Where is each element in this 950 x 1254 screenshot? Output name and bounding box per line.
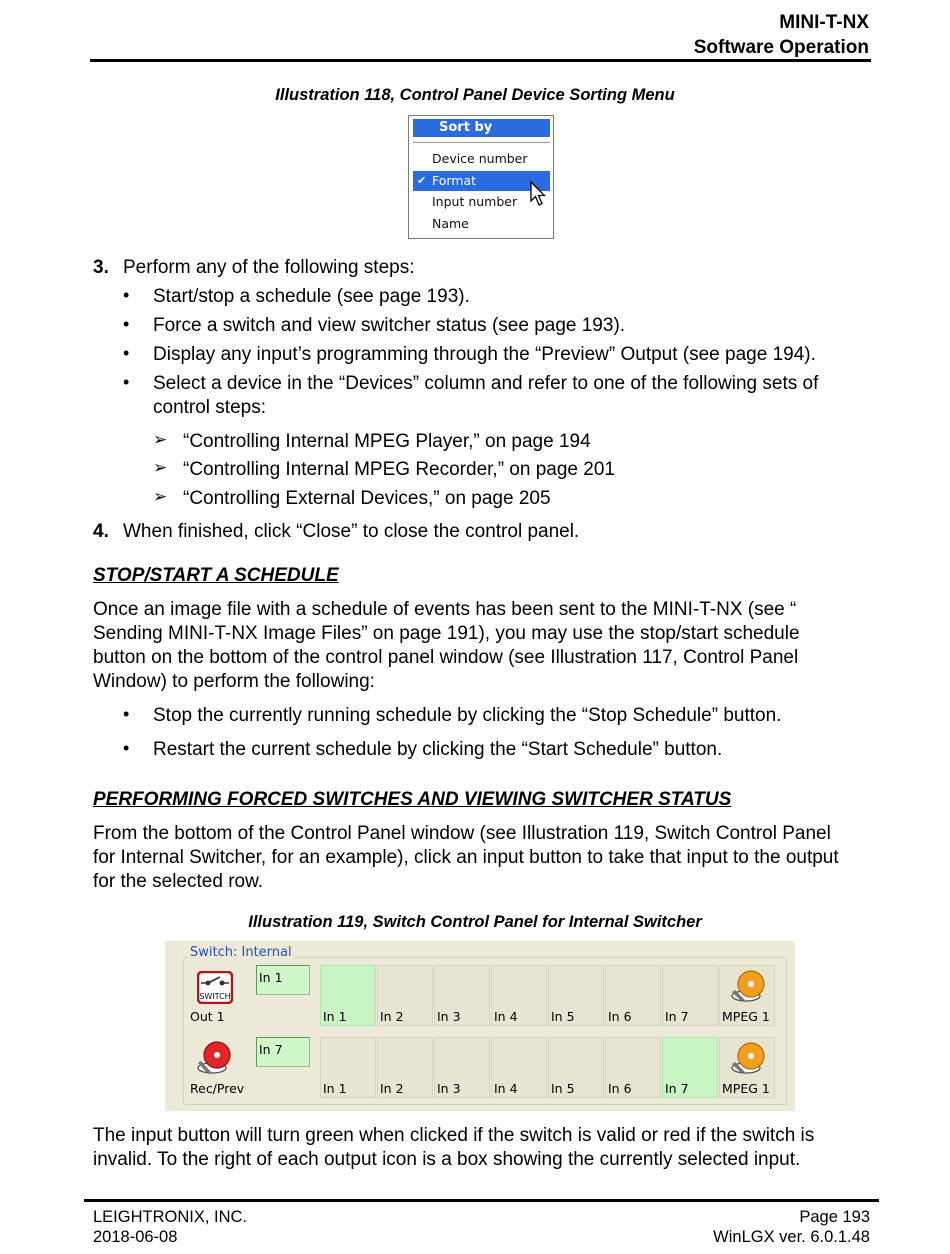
paragraph-line: for the selected row. bbox=[93, 871, 264, 892]
step-3-bullet: Start/stop a schedule (see page 193). bbox=[153, 286, 470, 307]
input-button-in3[interactable]: In 3 bbox=[434, 965, 490, 1026]
input-button-in2[interactable]: In 2 bbox=[377, 1037, 433, 1098]
input-button-in6[interactable]: In 6 bbox=[605, 965, 661, 1026]
step-4-text: When finished, click “Close” to close the control panel. bbox=[123, 521, 580, 542]
footer-date: 2018-06-08 bbox=[93, 1228, 178, 1246]
switch-icon-text: SWITCH bbox=[199, 992, 231, 1001]
step-3-bullet: Force a switch and view switcher status (see page 193). bbox=[153, 315, 626, 336]
mouse-pointer-icon bbox=[530, 181, 546, 207]
input-button-in3[interactable]: In 3 bbox=[434, 1037, 490, 1098]
switch-control-panel bbox=[165, 941, 795, 1111]
input-button-in7[interactable]: In 7 bbox=[662, 965, 718, 1026]
document-subtitle: Software Operation bbox=[693, 37, 869, 58]
section-heading-stop-start: STOP/START A SCHEDULE bbox=[93, 565, 339, 586]
sort-item-input-number[interactable]: Input number bbox=[432, 194, 518, 209]
switch-group-title: Switch: Internal bbox=[187, 945, 295, 960]
paragraph-line: Sending MINI-T-NX Image Files” on page 191), you may use the stop/start schedule bbox=[93, 623, 800, 644]
bullet-icon: • bbox=[123, 314, 130, 334]
selected-input-box: In 7 bbox=[256, 1037, 310, 1067]
arrow-bullet-icon: ➢ bbox=[153, 430, 168, 449]
input-button-in4[interactable]: In 4 bbox=[491, 965, 547, 1026]
bullet-icon: • bbox=[123, 372, 130, 392]
paragraph-line: From the bottom of the Control Panel window (see Illustration 119, Switch Control Panel bbox=[93, 823, 831, 844]
illustration-119-caption: Illustration 119, Switch Control Panel for Internal Switcher bbox=[248, 913, 702, 931]
input-button-in2[interactable]: In 2 bbox=[377, 965, 433, 1026]
bullet-icon: • bbox=[123, 738, 130, 758]
stop-start-bullet: Restart the current schedule by clicking the “Start Schedule” button. bbox=[153, 739, 723, 760]
reference-link: “Controlling Internal MPEG Recorder,” on page 201 bbox=[183, 459, 615, 480]
input-button-in1[interactable]: In 1 bbox=[320, 965, 376, 1026]
header-rule bbox=[90, 59, 871, 62]
step-3-bullet: Select a device in the “Devices” column and refer to one of the following sets of bbox=[153, 373, 819, 394]
arrow-bullet-icon: ➢ bbox=[153, 487, 168, 506]
reference-link: “Controlling External Devices,” on page 205 bbox=[183, 488, 551, 509]
menu-separator bbox=[413, 142, 550, 143]
step-4-number: 4. bbox=[93, 521, 109, 542]
mpeg-disc-icon bbox=[729, 1040, 767, 1078]
switch-output-icon[interactable] bbox=[197, 971, 233, 1004]
checkmark-icon: ✔ bbox=[417, 174, 427, 187]
paragraph-line: invalid. To the right of each output icon is a box showing the currently selected input. bbox=[93, 1149, 801, 1170]
reference-link: “Controlling Internal MPEG Player,” on page 194 bbox=[183, 431, 591, 452]
paragraph-line: for Internal Switcher, for an example), click an input button to take that input to the output bbox=[93, 847, 839, 868]
output-label-out1: Out 1 bbox=[190, 1009, 225, 1024]
record-preview-icon[interactable] bbox=[195, 1039, 235, 1077]
selected-input-box: In 1 bbox=[256, 965, 310, 995]
input-button-in5[interactable]: In 5 bbox=[548, 965, 604, 1026]
sort-by-menu bbox=[408, 115, 554, 239]
stop-start-bullet: Stop the currently running schedule by clicking the “Stop Schedule” button. bbox=[153, 705, 782, 726]
paragraph-line: The input button will turn green when clicked if the switch is valid or red if the switch is bbox=[93, 1125, 815, 1146]
output-label-rec-prev: Rec/Prev bbox=[190, 1081, 245, 1096]
paragraph-line: Once an image file with a schedule of events has been sent to the MINI-T-NX (see “ bbox=[93, 599, 797, 620]
step-3-bullet-continuation: control steps: bbox=[153, 397, 266, 418]
arrow-bullet-icon: ➢ bbox=[153, 458, 168, 477]
footer-company: LEIGHTRONIX, INC. bbox=[93, 1208, 248, 1226]
input-button-in4[interactable]: In 4 bbox=[491, 1037, 547, 1098]
input-button-mpeg1[interactable]: MPEG 1 bbox=[719, 965, 775, 1026]
paragraph-line: Window) to perform the following: bbox=[93, 671, 375, 692]
input-button-in5[interactable]: In 5 bbox=[548, 1037, 604, 1098]
input-button-in7[interactable]: In 7 bbox=[662, 1037, 718, 1098]
mpeg-disc-icon bbox=[729, 968, 767, 1006]
input-button-in6[interactable]: In 6 bbox=[605, 1037, 661, 1098]
footer-rule bbox=[84, 1199, 879, 1202]
input-button-in1[interactable]: In 1 bbox=[320, 1037, 376, 1098]
step-3-text: Perform any of the following steps: bbox=[123, 257, 415, 278]
document-title: MINI-T-NX bbox=[779, 12, 869, 33]
sort-item-device-number[interactable]: Device number bbox=[432, 151, 528, 166]
footer-page-number: Page 193 bbox=[799, 1208, 870, 1226]
paragraph-line: button on the bottom of the control panel window (see Illustration 117, Control Panel bbox=[93, 647, 799, 668]
illustration-118-caption: Illustration 118, Control Panel Device Sorting Menu bbox=[275, 86, 675, 104]
sort-item-format[interactable]: ✔ Format bbox=[413, 171, 550, 191]
bullet-icon: • bbox=[123, 343, 130, 363]
input-button-mpeg1[interactable]: MPEG 1 bbox=[719, 1037, 775, 1098]
sort-item-name[interactable]: Name bbox=[432, 216, 469, 231]
section-heading-forced-switches: PERFORMING FORCED SWITCHES AND VIEWING SWITCHER STATUS bbox=[93, 789, 732, 810]
bullet-icon: • bbox=[123, 285, 130, 305]
step-3-number: 3. bbox=[93, 257, 109, 278]
sort-menu-title: Sort by bbox=[413, 119, 550, 137]
step-3-bullet: Display any input’s programming through the “Preview” Output (see page 194). bbox=[153, 344, 816, 365]
footer-version: WinLGX ver. 6.0.1.48 bbox=[713, 1228, 870, 1246]
bullet-icon: • bbox=[123, 704, 130, 724]
